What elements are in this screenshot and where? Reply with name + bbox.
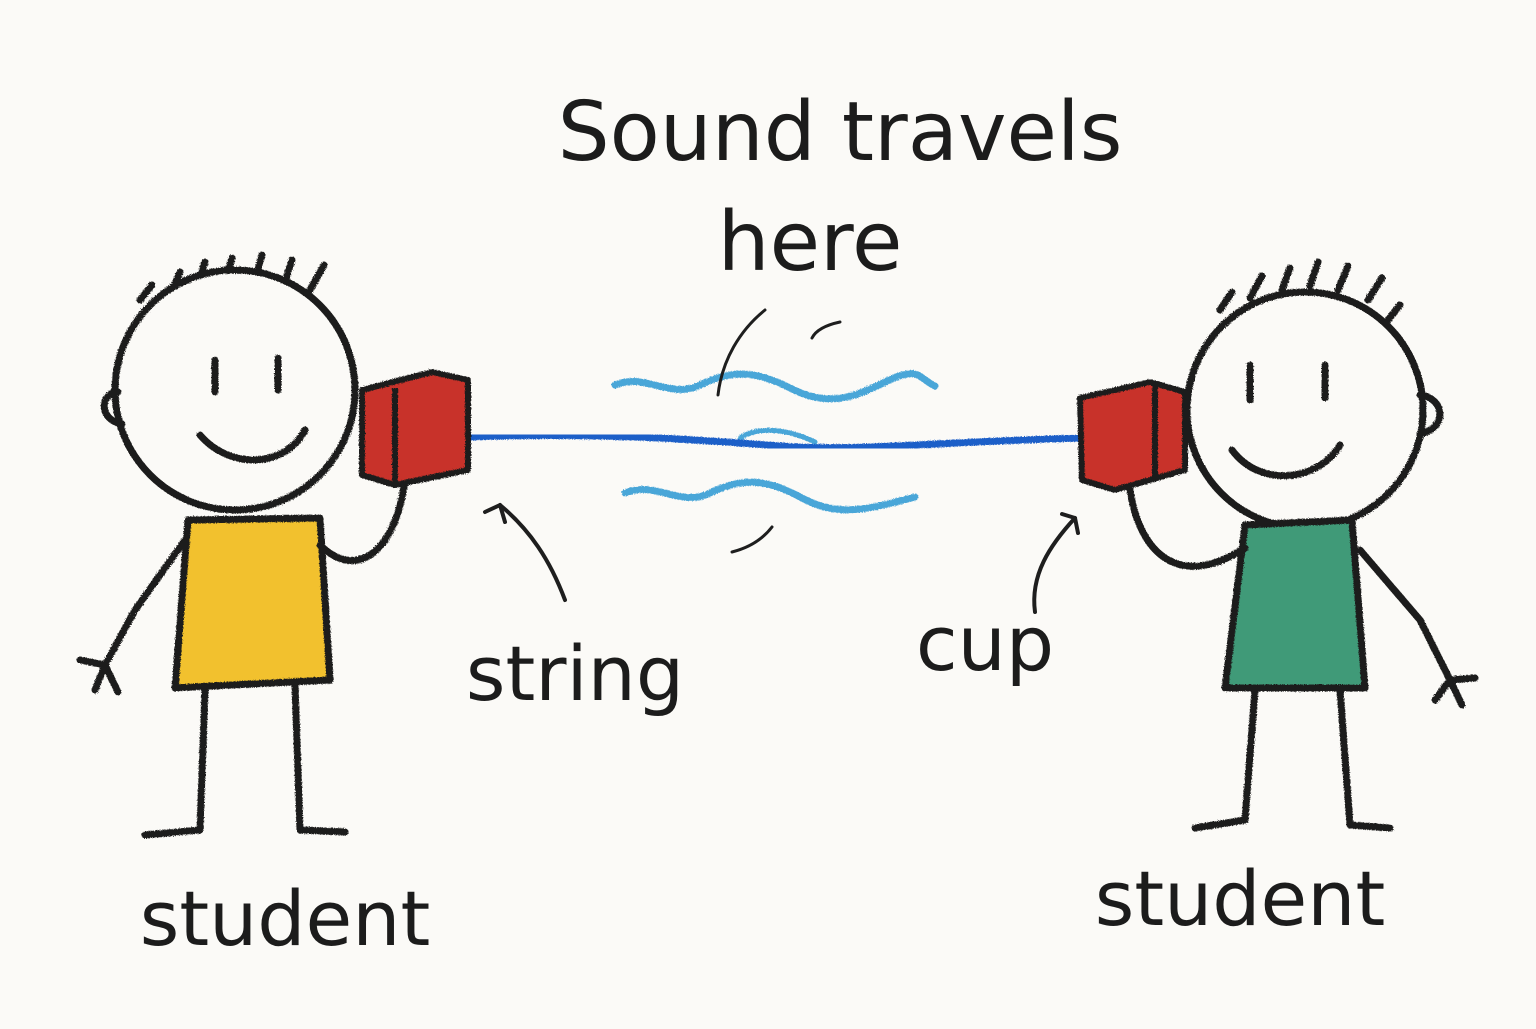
sound-wave-middle [740,430,815,442]
hand-left-down [80,660,118,692]
hand-right-down [1435,678,1475,705]
arm-left-up [320,480,405,561]
motion-mark-2 [812,322,840,338]
student-left-figure [80,255,405,835]
sound-wave-lower [625,482,915,510]
leg-right-2 [1340,690,1390,828]
cup-right [1080,382,1185,490]
arrows [485,505,1078,612]
leg-right-1 [1195,690,1255,828]
label-student-right: student [1094,854,1386,943]
arm-left-down [105,540,185,665]
title-line-2: here [717,195,903,290]
sound-wave-upper [615,374,935,399]
label-cup: cup [915,599,1055,688]
label-student-left: student [139,874,431,963]
head-left [115,270,355,510]
cup-arrow [1034,518,1075,612]
leg-left-2 [295,685,345,832]
shirt-left [175,518,330,688]
string-arrow [500,505,565,600]
string-arrow-head [485,505,505,522]
motion-mark-1 [718,310,765,395]
head-right [1187,292,1423,528]
arm-right-down [1360,550,1450,680]
label-string: string [465,629,685,718]
title-line-1: Sound travels [557,85,1123,180]
motion-mark-3 [732,527,772,552]
cup-left-body [362,372,468,485]
student-right-figure [1130,262,1475,828]
string-line [470,435,1090,447]
cup-right-body [1080,382,1185,490]
leg-left-1 [145,690,205,835]
cup-left [362,372,468,485]
